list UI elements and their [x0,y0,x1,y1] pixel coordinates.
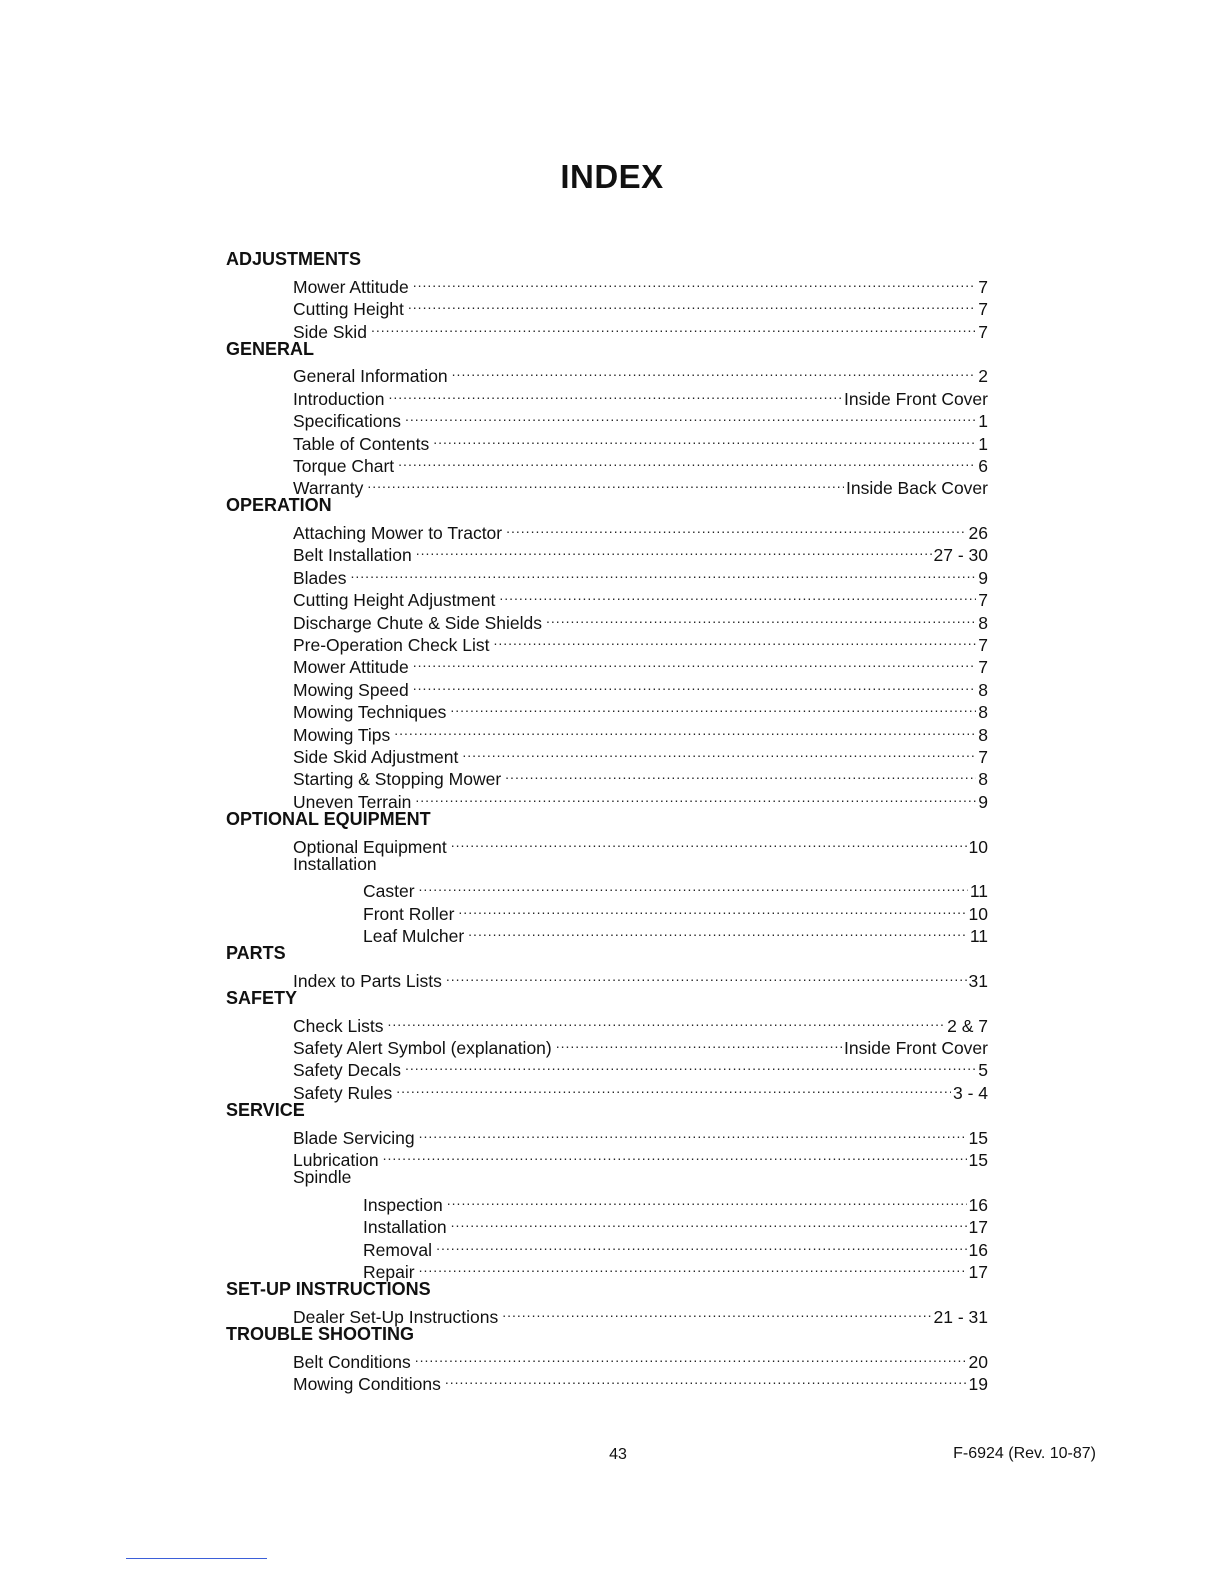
entry-label: Safety Rules [293,1082,393,1103]
entry-label: Inspection [363,1194,443,1215]
entry-label: Installation [293,853,377,874]
entry-label: Cutting Height Adjustment [293,590,496,611]
dot-leader [499,584,976,606]
dot-leader [468,920,968,942]
entry-label: Mowing Techniques [293,702,447,723]
entry-page-ref: Inside Front Cover [844,388,988,409]
entry-label: Mower Attitude [293,657,409,678]
dot-leader [387,1009,945,1031]
index-subentry [226,1233,988,1260]
entry-label: Introduction [293,388,385,409]
entry-label: Cutting Height [293,299,404,320]
entry-page-ref: 7 [978,635,988,656]
entry-page-ref: 21 - 31 [933,1306,988,1327]
entry-page-ref: Inside Front Cover [844,1038,988,1059]
dot-leader [436,1233,966,1255]
entry-label: Check Lists [293,1015,384,1036]
entry-page-ref: 16 [968,1194,988,1215]
entry-label: Side Skid Adjustment [293,746,459,767]
dot-leader [415,1345,967,1367]
dot-leader [447,1188,967,1210]
entry-page-ref: 7 [978,746,988,767]
footnote-rule [126,1558,267,1559]
dot-leader [505,763,976,785]
page-title: INDEX [560,158,664,195]
index-subentry [226,1256,988,1282]
dot-leader [502,1300,931,1322]
index-entry [226,1121,988,1148]
entry-label: Mowing Speed [293,679,409,700]
index-subentry [226,875,988,902]
entry-label: Side Skid [293,321,367,342]
entry-page-ref: 15 [968,1150,988,1171]
section-heading: SET-UP INSTRUCTIONS [226,1278,431,1299]
entry-label: Mowing Conditions [293,1373,441,1394]
dot-leader [388,382,842,404]
entry-label: Optional Equipment [293,836,447,857]
dot-leader [445,1368,967,1390]
dot-leader [398,450,976,472]
entry-label: Caster [363,881,415,902]
index-subentry [226,897,988,924]
dot-leader [371,315,976,337]
entry-page-ref: 26 [968,523,988,544]
index-subentry [226,920,988,947]
section-heading: ADJUSTMENTS [226,249,362,269]
dot-leader [546,606,976,628]
entry-page-ref: 19 [968,1373,988,1394]
dot-leader [433,427,976,449]
index-section [226,808,988,947]
dot-leader [413,270,977,292]
index-list [226,248,988,1394]
entry-label: Repair [363,1261,415,1282]
dot-leader [451,830,967,852]
entry-page-ref: 8 [978,702,988,723]
entry-page-ref: 11 [969,881,988,902]
dot-leader [462,741,976,763]
dot-leader [419,1256,967,1278]
index-entry [226,1300,988,1327]
entry-label: Lubrication [293,1150,379,1171]
dot-leader [493,629,976,651]
index-entry [226,270,988,297]
dot-leader [450,696,976,718]
entry-label: Belt Conditions [293,1351,411,1372]
entry-label: Front Roller [363,903,455,924]
entry-page-ref: 8 [978,769,988,790]
entry-page-ref: 7 [978,321,988,342]
entry-label: Installation [363,1217,447,1238]
entry-page-ref: 17 [968,1217,988,1238]
entry-page-ref: 17 [968,1261,988,1282]
entry-label: Attaching Mower to Tractor [293,523,503,544]
entry-label: Safety Alert Symbol (explanation) [293,1038,552,1059]
entry-page-ref: 5 [978,1060,988,1081]
entry-page-ref: 9 [978,567,988,588]
entry-page-ref: 2 [978,366,988,387]
entry-label: Torque Chart [293,455,395,476]
index-entry [226,1166,988,1188]
index-section [226,1278,988,1327]
section-heading: GENERAL [226,338,315,359]
dot-leader [416,539,932,561]
dot-leader [556,1032,842,1054]
entry-label: Table of Contents [293,433,430,454]
dot-leader [446,965,967,987]
entry-label: Blades [293,567,347,588]
section-heading: SAFETY [226,987,298,1008]
entry-page-ref: 7 [978,299,988,320]
dot-leader [413,651,977,673]
page-number: 43 [609,1446,627,1463]
entry-label: Specifications [293,411,401,432]
dot-leader [396,1076,951,1098]
entry-page-ref: 8 [978,679,988,700]
index-section [226,338,988,499]
entry-label: Removal [363,1239,433,1260]
entry-label: Mower Attitude [293,276,409,297]
entry-label: Warranty [293,478,364,499]
entry-label: Mowing Tips [293,724,391,745]
entry-label: Index to Parts Lists [293,970,442,991]
dot-leader [405,405,976,427]
dot-leader [419,875,968,897]
index-subentry [226,1211,988,1238]
entry-label: Blade Servicing [293,1127,415,1148]
entry-page-ref: 7 [978,276,988,297]
entry-label: Uneven Terrain [293,791,412,812]
entry-page-ref: 11 [969,926,988,947]
index-entry [226,853,988,875]
index-entry [226,830,988,857]
entry-page-ref: 7 [978,590,988,611]
entry-page-ref: 8 [978,724,988,745]
section-heading: PARTS [226,943,286,964]
dot-leader [419,1121,967,1143]
entry-label: Pre-Operation Check List [293,635,490,656]
index-section [226,1323,988,1394]
index-section [226,248,988,342]
dot-leader [506,517,966,539]
section-heading: TROUBLE SHOOTING [226,1323,414,1344]
entry-label: Spindle [293,1167,352,1188]
entry-page-ref: 15 [968,1127,988,1148]
entry-label: Leaf Mulcher [363,926,465,947]
entry-page-ref: 20 [968,1351,988,1372]
entry-page-ref: 3 - 4 [952,1082,988,1103]
index-entry [226,965,988,991]
dot-leader [351,561,977,583]
entry-label: Safety Decals [293,1060,401,1081]
entry-page-ref: 8 [978,612,988,633]
entry-page-ref: 1 [978,411,988,432]
dot-leader [367,472,844,494]
entry-page-ref: 1 [978,433,988,454]
entry-label: Dealer Set-Up Instructions [293,1306,499,1327]
entry-page-ref: 27 - 30 [933,545,988,566]
entry-page-ref: 10 [968,903,988,924]
entry-label: Belt Installation [293,545,412,566]
entry-label: Starting & Stopping Mower [293,769,502,790]
dot-leader [405,1054,976,1076]
dot-leader [413,673,976,695]
index-entry [226,360,988,387]
dot-leader [451,1211,967,1233]
entry-page-ref: 9 [978,791,988,812]
entry-page-ref: Inside Back Cover [845,478,988,499]
index-entry [226,1345,988,1372]
form-number: F-6924 (Rev. 10-87) [953,1445,1096,1462]
index-section [226,1099,988,1282]
section-heading: OPERATION [226,495,332,516]
dot-leader [452,360,977,382]
entry-page-ref: 2 & 7 [947,1015,988,1036]
dot-leader [383,1144,967,1166]
entry-page-ref: 10 [968,836,988,857]
entry-page-ref: 6 [978,455,988,476]
index-entry [226,1009,988,1036]
entry-page-ref: 7 [978,657,988,678]
index-subentry [226,1188,988,1215]
index-section [226,987,988,1103]
dot-leader [458,897,966,919]
entry-page-ref: 16 [968,1239,988,1260]
dot-leader [408,293,976,315]
index-section [226,494,988,812]
index-entry [226,517,988,544]
entry-label: Discharge Chute & Side Shields [293,612,543,633]
section-heading: SERVICE [226,1099,305,1120]
dot-leader [415,785,976,807]
section-heading: OPTIONAL EQUIPMENT [226,808,431,829]
dot-leader [394,718,976,740]
entry-page-ref: 31 [968,970,988,991]
entry-label: General Information [293,366,448,387]
index-section [226,942,988,991]
